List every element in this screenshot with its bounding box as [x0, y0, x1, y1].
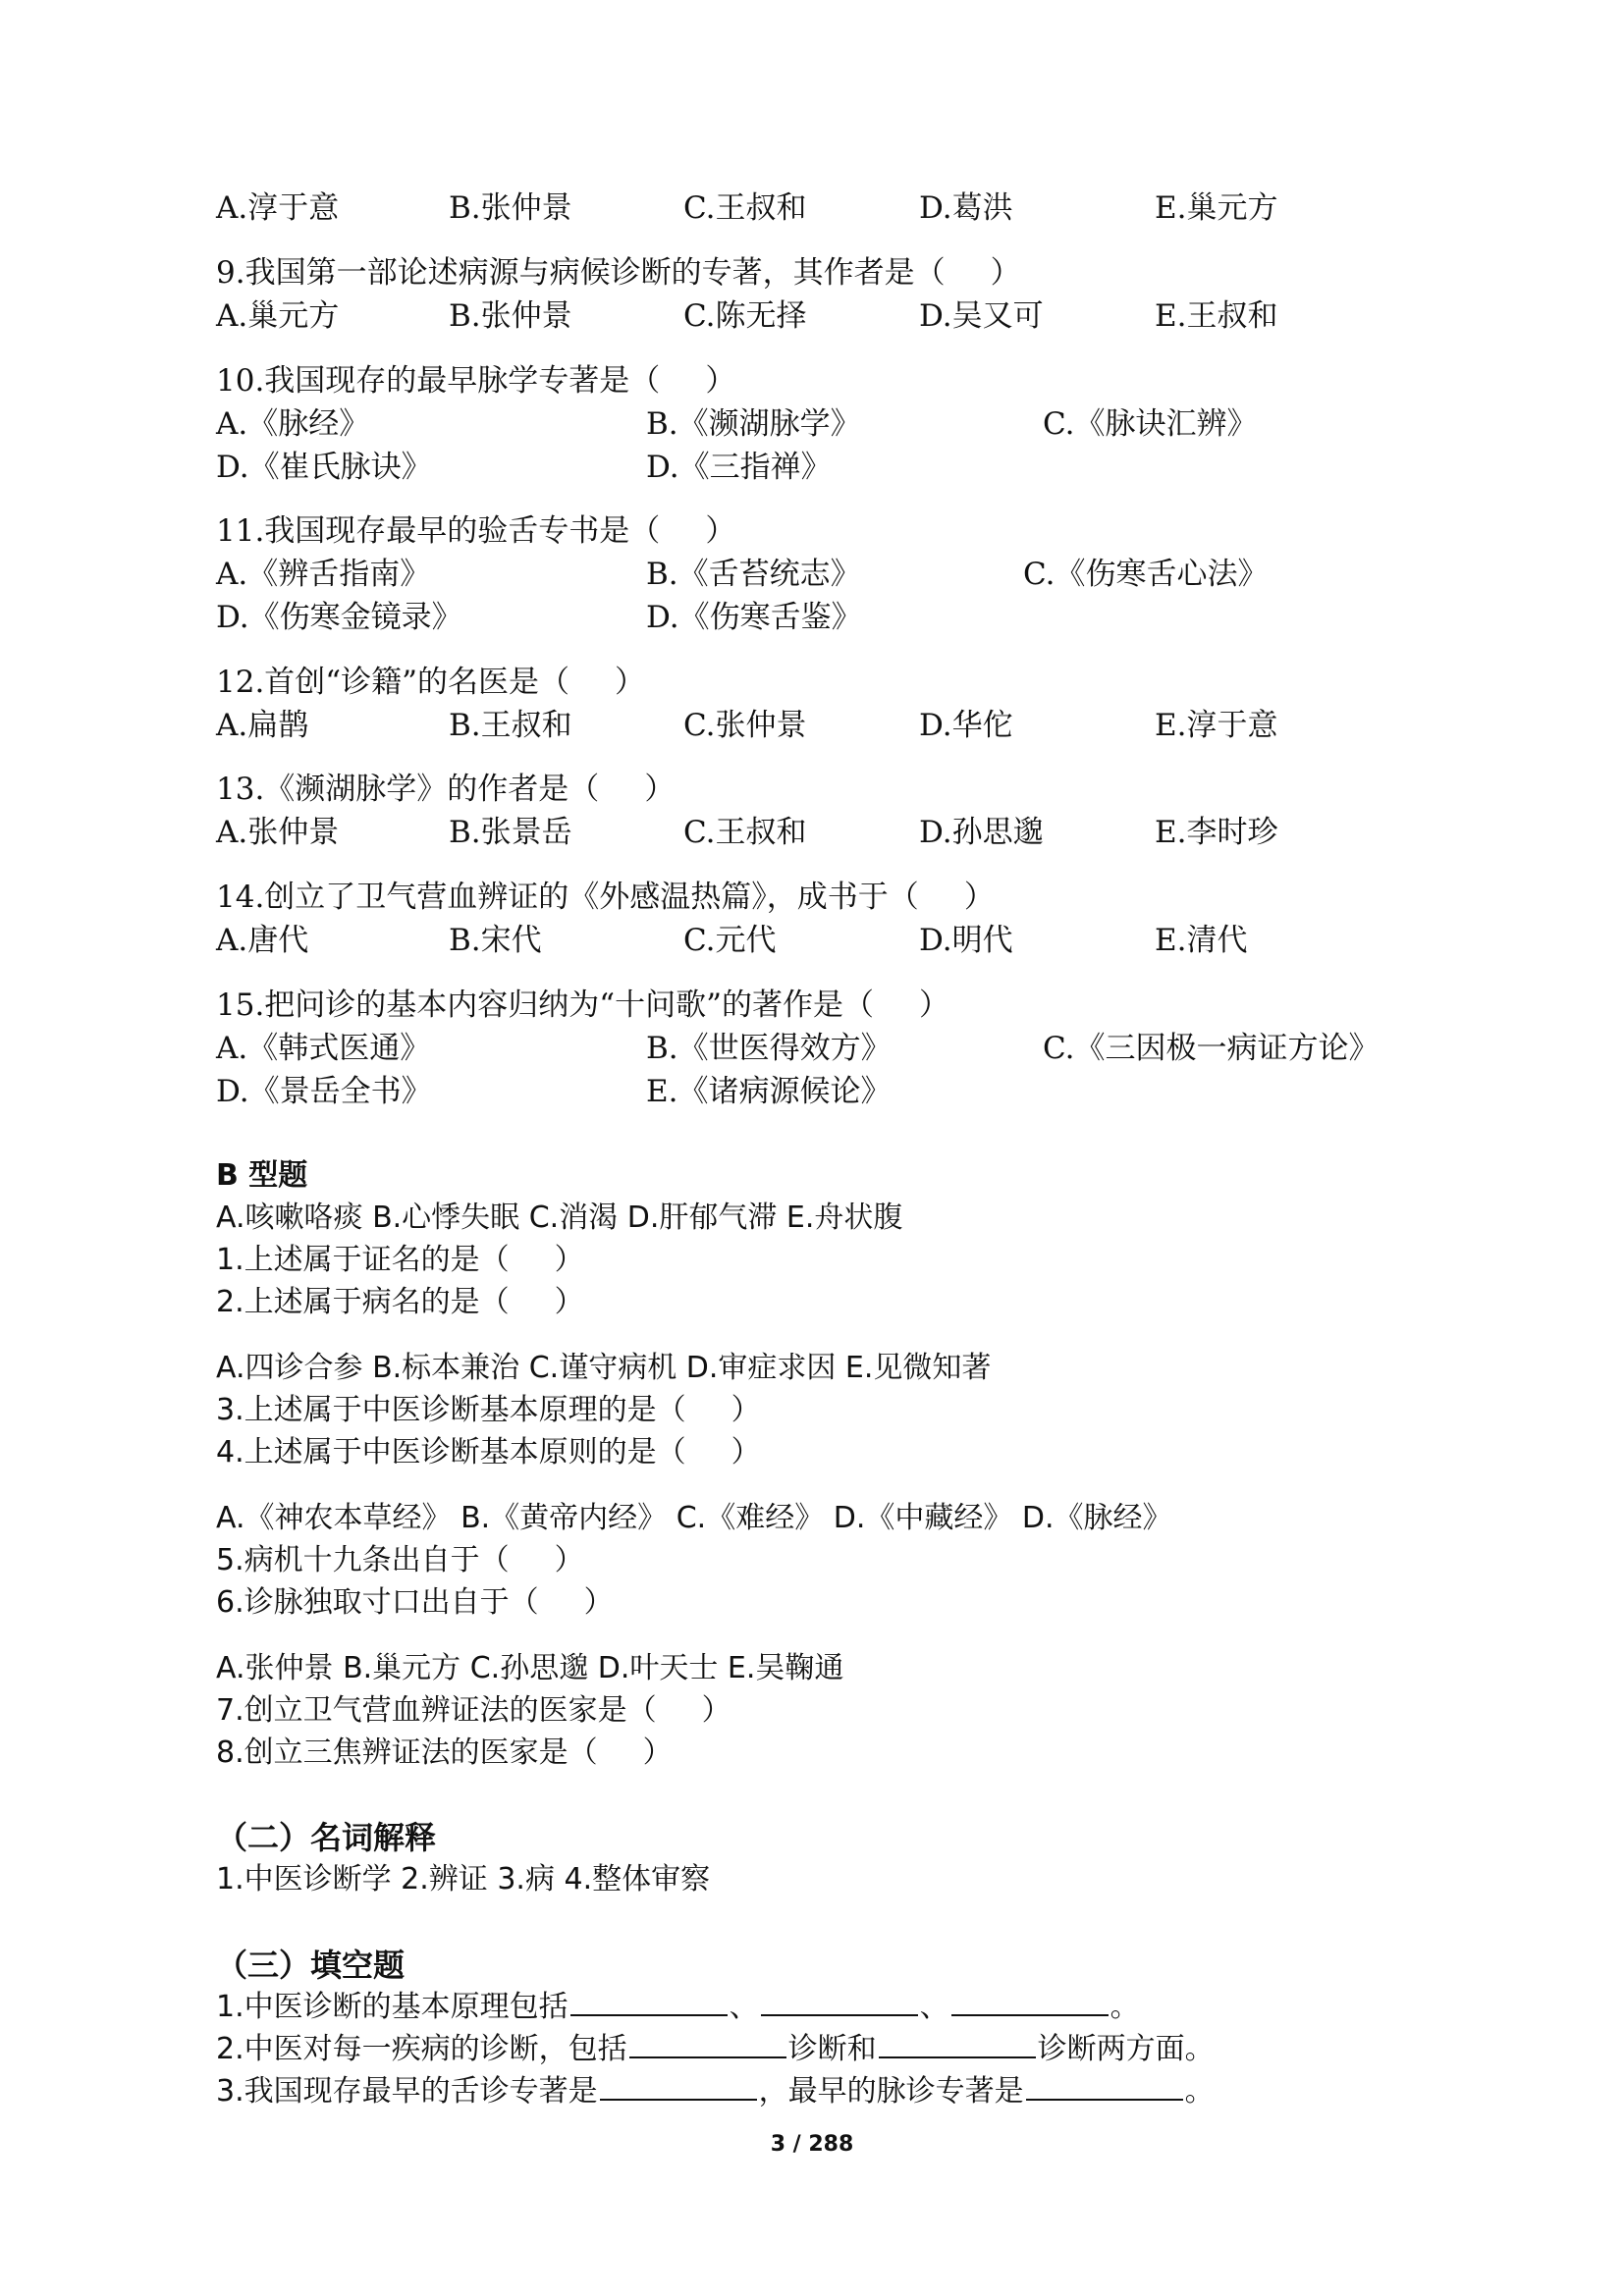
fill-question-3: 3.我国现存最早的舌诊专著是 ，最早的脉诊专著是 。 — [216, 2074, 1215, 2109]
option: E.李时珍 — [1155, 815, 1278, 850]
option: E.巢元方 — [1155, 190, 1278, 226]
answer-blank[interactable] — [761, 2013, 918, 2016]
option: E.淳于意 — [1155, 708, 1278, 743]
option: D.《景岳全书》 — [216, 1074, 432, 1109]
b-question-1: 1.上述属于证名的是（ ） — [216, 1243, 584, 1277]
answer-blank[interactable] — [951, 2013, 1109, 2016]
option: A.扁鹊 — [216, 708, 309, 743]
option: A.唐代 — [216, 923, 309, 958]
question-15: 15.把问诊的基本内容归纳为“十问歌”的著作是（ ） — [216, 988, 949, 1023]
option: A.《韩式医通》 — [216, 1031, 431, 1066]
fill-question-2: 2.中医对每一疾病的诊断，包括 诊断和 诊断两方面。 — [216, 2032, 1215, 2066]
b-question-7: 7.创立卫气营血辨证法的医家是（ ） — [216, 1693, 731, 1728]
answer-blank[interactable] — [629, 2056, 786, 2058]
option: A.张仲景 — [216, 815, 340, 850]
section-heading-terms: （二）名词解释 — [216, 1819, 437, 1856]
option: D.《崔氏脉诀》 — [216, 450, 432, 485]
b-group4-options: A.张仲景 B.巢元方 C.孙思邈 D.叶天士 E.吴鞠通 — [216, 1651, 844, 1685]
b-question-2: 2.上述属于病名的是（ ） — [216, 1285, 584, 1319]
option: C.陈无择 — [683, 298, 807, 334]
terms-list: 1.中医诊断学 2.辨证 3.病 4.整体审察 — [216, 1862, 711, 1896]
b-question-5: 5.病机十九条出自于（ ） — [216, 1543, 584, 1577]
answer-blank[interactable] — [570, 2013, 728, 2016]
answer-blank[interactable] — [600, 2098, 757, 2101]
b-group2-options: A.四诊合参 B.标本兼治 C.谨守病机 D.审症求因 E.见微知著 — [216, 1351, 992, 1385]
option: D.《伤寒舌鉴》 — [646, 600, 862, 635]
answer-blank[interactable] — [1026, 2098, 1183, 2101]
option: B.张仲景 — [449, 298, 572, 334]
section-heading-b: B 型题 — [216, 1158, 308, 1193]
option: D.孙思邈 — [919, 815, 1044, 850]
option: D.《伤寒金镜录》 — [216, 600, 462, 635]
option: C.元代 — [683, 923, 777, 958]
option: D.吴又可 — [919, 298, 1044, 334]
option: D.明代 — [919, 923, 1013, 958]
option: E.王叔和 — [1155, 298, 1278, 334]
question-14: 14.创立了卫气营血辨证的《外感温热篇》，成书于（ ） — [216, 880, 995, 915]
option: B.《世医得效方》 — [646, 1031, 892, 1066]
option: C.张仲景 — [683, 708, 807, 743]
option: B.张景岳 — [449, 815, 572, 850]
option: E.清代 — [1155, 923, 1248, 958]
option: A.《脉经》 — [216, 406, 370, 442]
option: A.淳于意 — [216, 190, 340, 226]
option: D.华佗 — [919, 708, 1013, 743]
fill-question-1: 1.中医诊断的基本原理包括 、 、 。 — [216, 1990, 1140, 2024]
option: C.《三因极一病证方论》 — [1043, 1031, 1380, 1066]
question-10: 10.我国现存的最早脉学专著是（ ） — [216, 363, 736, 399]
option: B.王叔和 — [449, 708, 572, 743]
b-group3-options: A.《神农本草经》 B.《黄帝内经》 C.《难经》 D.《中藏经》 D.《脉经》 — [216, 1501, 1172, 1535]
option: C.王叔和 — [683, 815, 807, 850]
b-group1-options: A.咳嗽咯痰 B.心悸失眠 C.消渴 D.肝郁气滞 E.舟状腹 — [216, 1201, 903, 1235]
option: B.《濒湖脉学》 — [646, 406, 861, 442]
b-question-3: 3.上述属于中医诊断基本原理的是（ ） — [216, 1393, 761, 1427]
b-question-4: 4.上述属于中医诊断基本原则的是（ ） — [216, 1435, 761, 1469]
option: D.《三指禅》 — [646, 450, 832, 485]
b-question-6: 6.诊脉独取寸口出自于（ ） — [216, 1585, 614, 1620]
question-13: 13.《濒湖脉学》的作者是（ ） — [216, 772, 676, 807]
option: E.《诸病源候论》 — [646, 1074, 892, 1109]
option: C.《脉诀汇辨》 — [1043, 406, 1258, 442]
option: A.《辨舌指南》 — [216, 557, 431, 592]
option: B.《舌苔统志》 — [646, 557, 861, 592]
question-12: 12.首创“诊籍”的名医是（ ） — [216, 665, 645, 700]
option: C.王叔和 — [683, 190, 807, 226]
answer-blank[interactable] — [879, 2056, 1036, 2058]
question-11: 11.我国现存最早的验舌专书是（ ） — [216, 513, 736, 549]
option: B.张仲景 — [449, 190, 572, 226]
option: C.《伤寒舌心法》 — [1023, 557, 1269, 592]
option: D.葛洪 — [919, 190, 1013, 226]
section-heading-fill: （三）填空题 — [216, 1947, 406, 1984]
b-question-8: 8.创立三焦辨证法的医家是（ ） — [216, 1735, 673, 1770]
option: A.巢元方 — [216, 298, 340, 334]
question-9: 9.我国第一部论述病源与病候诊断的专著，其作者是（ ） — [216, 255, 1021, 291]
option: B.宋代 — [449, 923, 542, 958]
page-number: 3 / 288 — [770, 2132, 854, 2157]
